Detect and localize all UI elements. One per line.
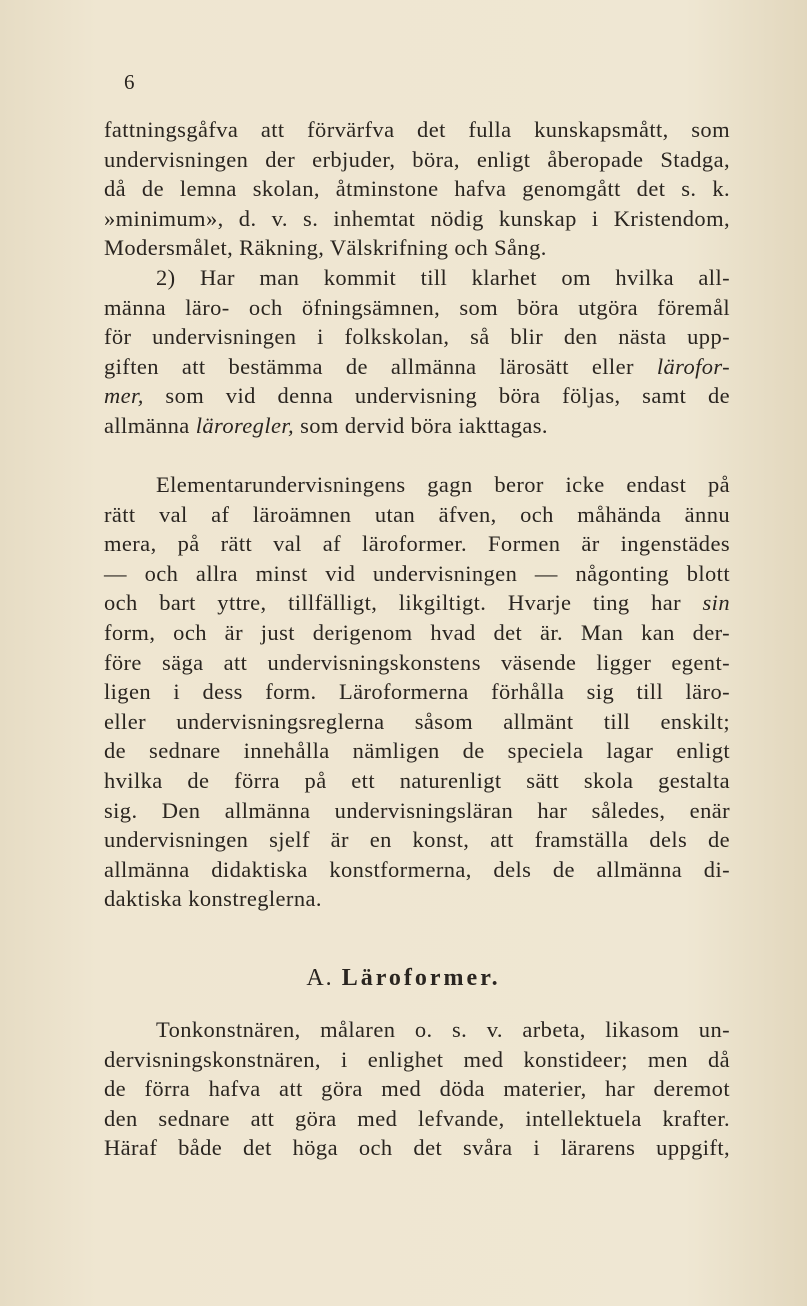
text-line: fattningsgåfva att förvärfva det fulla kunskapsmått, som [104,117,730,142]
text-line [104,411,730,441]
text-segment: som vid denna undervisning böra följas, samt de [143,383,730,409]
text-block-middle [104,470,730,914]
text-line: »minimum», d. v. s. inhemtat nödig kunskap i Kristendom, [104,205,730,231]
text-line: den sednare att göra med lefvande, intellektuela krafter. [104,1105,730,1131]
text-line: hvilka de förra på ett naturenligt sätt skola gestalta [104,767,730,793]
text-line: de sednare innehålla nämligen de speciela lagar enligt [104,738,730,764]
paragraph-1 [104,115,730,263]
italic-term: sin [702,590,730,616]
paragraph-4 [104,1015,730,1163]
text-line [104,352,730,382]
text-line: undervisningen der erbjuder, böra, enligt åberopade Stadga, [104,146,730,172]
text-line: form, och är just derigenom hvad det är. Man kan der- [104,619,730,645]
text-line [104,588,730,618]
italic-term: läroregler, [195,412,295,438]
text-line: Häraf både det höga och det svåra i lärarens uppgift, [104,1135,730,1161]
text-segment: allmänna [104,412,196,438]
text-line: eller undervisningsreglerna såsom allmänt till enskilt; [104,708,730,734]
text-line: ligen i dess form. Läroformerna förhålla sig till läro- [104,679,730,705]
text-segment: giften att bestämma de allmänna lärosätt eller [104,353,657,379]
text-line: allmänna didaktiska konstformerna, dels de allmänna di- [104,856,730,882]
text-line: undervisningen sjelf är en konst, att framställa dels de [104,827,730,853]
text-line: Tonkonstnären, målaren o. s. v. arbeta, likasom un- [156,1017,730,1042]
text-line: mera, på rätt val af läroformer. Formen är ingenstädes [104,531,730,557]
text-line: Modersmålet, Räkning, Välskrifning och Sång. [104,235,547,261]
page-number: 6 [124,70,135,94]
text-line [104,381,730,411]
text-line: de förra hafva att göra med döda materier, har deremot [104,1076,730,1102]
text-segment: och bart yttre, tillfälligt, likgiltigt. Hvarje ting har [104,590,703,616]
text-line: männa läro- och öfningsämnen, som böra utgöra föremål [104,294,730,320]
text-line: för undervisningen i folkskolan, så blir den nästa upp- [104,324,730,350]
paragraph-2 [104,263,730,441]
text-segment: som dervid böra iakttagas. [294,412,548,438]
text-line: — och allra minst vid undervisningen — någonting blott [104,560,730,586]
section-letter: A. [306,965,334,991]
paragraph-3 [104,470,730,914]
text-line: daktiska konstreglerna. [104,886,322,912]
section-heading [0,965,807,992]
text-line: Elementarundervisningens gagn beror icke endast på [156,472,730,497]
section-title: Läroformer. [341,965,501,991]
text-line: 2) Har man kommit till klarhet om hvilka all- [156,264,730,290]
text-line: dervisningskonstnären, i enlighet med konstideer; men då [104,1046,730,1072]
text-line: före säga att undervisningskonstens väsende ligger egent- [104,649,730,675]
text-line: rätt val af läroämnen utan äfven, och måhända ännu [104,501,730,527]
text-block-lower [104,1015,730,1163]
italic-term: mer, [104,383,144,409]
italic-term: lärofor- [656,353,730,379]
text-line: sig. Den allmänna undervisningsläran har således, enär [104,797,730,823]
text-line: då de lemna skolan, åtminstone hafva genomgått det s. k. [104,176,730,202]
text-block-upper [104,115,730,441]
